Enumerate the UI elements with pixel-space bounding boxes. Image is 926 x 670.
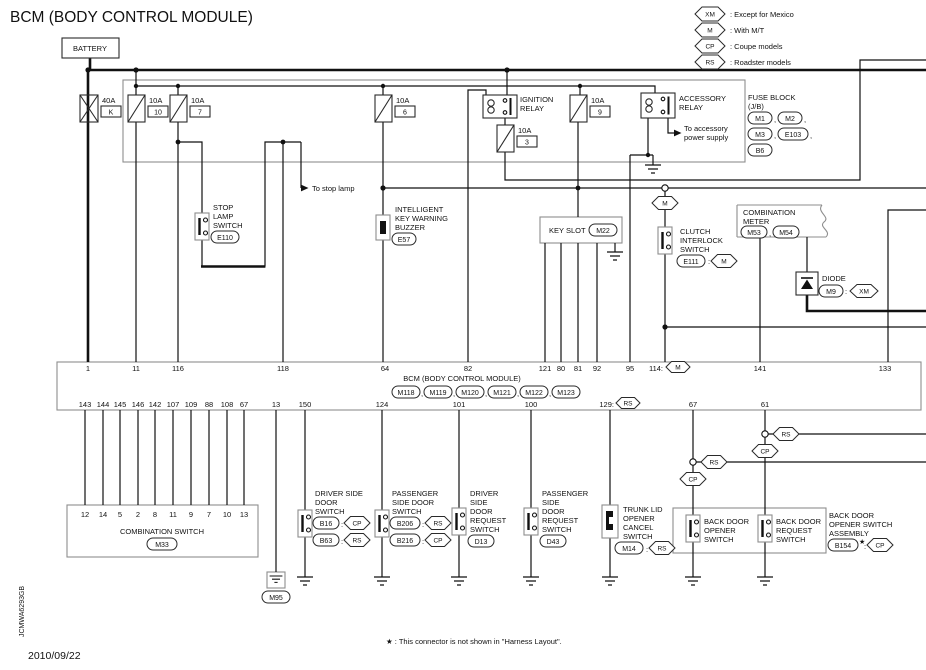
pin-number: 67 — [688, 400, 698, 409]
connector-id: M22 — [596, 228, 610, 235]
switch-icon — [452, 508, 466, 535]
label: LAMP — [213, 212, 234, 221]
legend-tag: RS — [705, 59, 715, 67]
tag: RS — [352, 537, 362, 545]
fuse-amp: 10A — [191, 96, 205, 105]
tag: RS — [623, 400, 633, 408]
tag: M — [662, 200, 668, 208]
relay-icon — [641, 93, 675, 118]
legend-desc: : With M/T — [730, 26, 765, 35]
switch-icon — [686, 515, 700, 542]
label: DRIVER SIDE — [315, 489, 363, 498]
legend-tag: M — [707, 27, 713, 35]
pin-number: 95 — [625, 364, 635, 373]
pin-number: 133 — [878, 364, 892, 373]
pin-number: 146 — [131, 400, 145, 409]
fuse-amp: 10A — [396, 96, 410, 105]
connector-id: B154 — [834, 543, 852, 550]
label: PASSENGER — [542, 489, 589, 498]
legend-desc: : Except for Mexico — [730, 10, 794, 19]
ground-icon — [607, 252, 623, 260]
connector-id: D13 — [474, 539, 488, 546]
back-door-opener-switch-assembly — [680, 428, 893, 552]
label: TRUNK LID — [623, 505, 663, 514]
junction-dots — [85, 67, 667, 329]
fuse-10a-7 — [170, 95, 210, 122]
connector-id: M54 — [779, 230, 793, 237]
pin-number: 64 — [380, 364, 390, 373]
label: DRIVER — [470, 489, 499, 498]
pin-number: 61 — [760, 400, 770, 409]
comma: , — [549, 389, 552, 398]
pin-number: 7 — [206, 510, 212, 519]
colon: : — [422, 537, 425, 546]
fuse-amp: 10A — [518, 126, 532, 135]
label: DOOR — [315, 498, 338, 507]
connector-id: B16 — [319, 521, 333, 528]
switch-icon — [524, 508, 538, 535]
comma: , — [804, 115, 807, 124]
fuse-block-info — [748, 93, 812, 156]
ground-icon — [297, 577, 313, 585]
diode — [796, 272, 878, 298]
footnote: ★ : This connector is not shown in "Harness Layout". — [386, 637, 562, 646]
pin-number: 108 — [220, 400, 234, 409]
pin-number: 9 — [188, 510, 194, 519]
pin-number: 80 — [556, 364, 566, 373]
comma: , — [485, 389, 488, 398]
pin-number: 10 — [222, 510, 232, 519]
pin-number: 124 — [375, 400, 389, 409]
tag: CP — [433, 537, 443, 545]
label: CLUTCH — [680, 227, 711, 236]
tag: M — [675, 364, 681, 372]
pin-number: 82 — [463, 364, 473, 373]
ground-icon — [685, 577, 701, 585]
label: DOOR — [542, 507, 565, 516]
comma: , — [453, 389, 456, 398]
connector-id: E110 — [217, 235, 233, 242]
colon: : — [708, 257, 711, 266]
fuse-id: 10 — [154, 109, 162, 117]
rs-branch-node-67 — [690, 459, 696, 465]
pin-number: 121 — [538, 364, 552, 373]
comma: , — [774, 115, 777, 124]
pin-number: 11 — [169, 510, 177, 519]
comma: , — [810, 131, 813, 140]
relay-label: IGNITION — [520, 95, 554, 104]
label: REQUEST — [470, 516, 507, 525]
label: CANCEL — [623, 523, 654, 532]
ground-icon — [757, 577, 773, 585]
label: SWITCH — [776, 535, 806, 544]
connector-id: M121 — [493, 390, 511, 397]
label: INTERLOCK — [680, 236, 723, 245]
tag: RS — [781, 431, 791, 439]
legend-desc: : Coupe models — [730, 42, 783, 51]
key-slot — [549, 224, 617, 236]
tag: RS — [433, 520, 443, 528]
mt-branch-node — [662, 185, 668, 191]
pin-number: 101 — [452, 400, 466, 409]
label: BACK DOOR — [776, 517, 822, 526]
label: BUZZER — [395, 223, 425, 232]
pin-number: 129: — [599, 400, 614, 409]
connector-id: M9 — [826, 289, 836, 296]
ground-icon — [451, 577, 467, 585]
connector-id: M1 — [755, 116, 765, 123]
fuse-id: 9 — [598, 109, 602, 117]
ignition-relay — [483, 95, 553, 118]
pin-number: 141 — [753, 364, 767, 373]
m95-ground — [262, 576, 290, 603]
fuse-amp: 10A — [591, 96, 605, 105]
tag: CP — [875, 542, 885, 550]
fuse-amp: 10A — [149, 96, 163, 105]
label: KEY SLOT — [549, 226, 586, 235]
arrowhead-to-accessory — [674, 130, 682, 137]
legend-desc: : Roadster models — [730, 58, 791, 67]
label: SIDE DOOR — [392, 498, 435, 507]
connector-id: M119 — [429, 390, 447, 397]
ground-icon — [374, 577, 390, 585]
label: SWITCH — [315, 507, 345, 516]
driver-side-door-request-switch — [452, 489, 507, 547]
label: SWITCH — [680, 245, 710, 254]
connector-id: M2 — [785, 116, 795, 123]
fuse-block-title: FUSE BLOCK — [748, 93, 796, 102]
connector-id: M123 — [557, 390, 575, 397]
label: SWITCH — [704, 535, 734, 544]
pin-number: 1 — [85, 364, 91, 373]
pin-number: 116 — [172, 364, 184, 373]
pin-number: 114: — [648, 364, 663, 373]
label: SWITCH — [392, 507, 422, 516]
passenger-side-door-request-switch — [524, 489, 589, 547]
pin-number: 67 — [239, 400, 249, 409]
pin-number: 5 — [117, 510, 123, 519]
pin-number: 118 — [277, 364, 289, 373]
label: INTELLIGENT — [395, 205, 444, 214]
label: BACK DOOR — [704, 517, 750, 526]
date: 2010/09/22 — [28, 650, 81, 662]
comma: , — [769, 229, 772, 238]
legend-tag: XM — [705, 11, 715, 19]
pin-number: 142 — [148, 400, 162, 409]
label: BACK DOOR — [829, 511, 875, 520]
label: SWITCH — [623, 532, 653, 541]
pin-number: 107 — [166, 400, 180, 409]
pin-number: 143 — [78, 400, 92, 409]
colon: : — [341, 520, 344, 529]
tag: RS — [657, 545, 667, 553]
label: OPENER — [704, 526, 736, 535]
passenger-side-door-switch — [375, 489, 451, 547]
ground-icon — [523, 577, 539, 585]
label: REQUEST — [542, 516, 579, 525]
colon: : — [422, 520, 425, 529]
comma: , — [774, 131, 777, 140]
comma: , — [517, 389, 520, 398]
battery — [62, 38, 119, 58]
label: REQUEST — [776, 526, 813, 535]
tag: XM — [859, 288, 869, 296]
fuse-40a-k — [80, 95, 121, 122]
switch-icon — [602, 505, 618, 538]
to-accessory-note: To accessory — [684, 124, 728, 133]
tag: RS — [709, 459, 719, 467]
colon: : — [845, 287, 848, 296]
pin-number: 145 — [113, 400, 127, 409]
pin-number: 11 — [132, 364, 140, 373]
legend-tag: CP — [705, 43, 715, 51]
label: SWITCH — [542, 525, 572, 534]
connector-id: M95 — [269, 595, 283, 602]
page-title: BCM (BODY CONTROL MODULE) — [10, 9, 253, 26]
combination-meter — [741, 208, 799, 238]
pin-number: 2 — [135, 510, 141, 519]
intelligent-key-warning-buzzer — [376, 205, 448, 245]
pin-number: 13 — [239, 510, 249, 519]
pin-number: 150 — [298, 400, 312, 409]
tag: CP — [688, 476, 698, 484]
bcm-label: BCM (BODY CONTROL MODULE) — [403, 374, 521, 383]
colon: : — [646, 545, 649, 554]
connector-id: B216 — [396, 538, 414, 545]
pin-number: 14 — [98, 510, 108, 519]
fuse-id: 7 — [198, 109, 202, 117]
relay-label: ACCESSORY — [679, 94, 726, 103]
connector-id: M53 — [747, 230, 761, 237]
fuse-block-box — [123, 80, 745, 162]
switch-icon — [195, 213, 209, 240]
fuse-id: 3 — [525, 139, 529, 147]
fuse-id: 6 — [403, 109, 407, 117]
colon: : — [864, 542, 867, 551]
combination-switch — [81, 510, 248, 550]
connector-id: M118 — [397, 390, 415, 397]
connector-id: M122 — [525, 390, 543, 397]
pin-number: 13 — [271, 400, 281, 409]
trunk-lid-opener-cancel-switch — [602, 505, 675, 555]
label: DIODE — [822, 274, 846, 283]
driver-side-door-switch — [298, 489, 370, 547]
switch-icon — [758, 515, 772, 542]
legend — [695, 7, 794, 69]
label: COMBINATION SWITCH — [119, 527, 205, 536]
connector-id: B206 — [396, 521, 414, 528]
label: ASSEMBLY — [829, 529, 869, 538]
fuse-10a-3 — [497, 125, 537, 152]
tag: CP — [352, 520, 362, 528]
connector-id: B6 — [755, 148, 765, 155]
label: COMBINATION — [743, 208, 796, 217]
tag: M — [721, 258, 727, 266]
ground-icon — [270, 576, 283, 582]
label: SIDE — [542, 498, 560, 507]
label: OPENER SWITCH — [829, 520, 893, 529]
arrowhead-to-stop-lamp — [301, 185, 309, 192]
battery-label: BATTERY — [73, 44, 107, 53]
m95-ground-box — [267, 572, 285, 588]
to-stop-lamp-note: To stop lamp — [312, 184, 355, 193]
pin-number: 109 — [184, 400, 198, 409]
pin-number: 88 — [204, 400, 214, 409]
connector-id: M33 — [155, 542, 169, 549]
pin-number: 100 — [524, 400, 538, 409]
label: OPENER — [623, 514, 655, 523]
doc-code: JCMWA6293GB — [19, 585, 26, 637]
fuse-id: K — [108, 109, 114, 117]
relay-label: RELAY — [679, 103, 704, 112]
switch-icon — [658, 227, 672, 254]
ground-icon — [645, 165, 661, 173]
fuse-10a-10 — [128, 95, 168, 122]
fuse-10a-6 — [375, 95, 415, 122]
accessory-relay — [641, 93, 728, 142]
connector-id: E57 — [397, 237, 411, 244]
connector-id: M14 — [622, 546, 636, 553]
connector-id: D43 — [546, 539, 560, 546]
fuse-amp: 40A — [102, 96, 116, 105]
switch-icon — [375, 510, 389, 537]
ground-icon — [602, 577, 618, 585]
fuse-10a-9 — [570, 95, 610, 122]
relay-icon — [483, 95, 517, 118]
star-note: ★ — [859, 539, 866, 546]
comma: , — [421, 389, 424, 398]
bcm — [79, 362, 892, 410]
label: METER — [743, 217, 770, 226]
label: SWITCH — [470, 525, 500, 534]
connector-id: E111 — [683, 259, 699, 266]
label: KEY WARNING — [395, 214, 448, 223]
colon: : — [341, 537, 344, 546]
switch-icon — [298, 510, 312, 537]
pin-number: 144 — [96, 400, 110, 409]
label: DOOR — [470, 507, 493, 516]
label: SWITCH — [213, 221, 243, 230]
connector-id: M3 — [755, 132, 765, 139]
pin-number: 12 — [80, 510, 90, 519]
label: SIDE — [470, 498, 488, 507]
pin-number: 8 — [152, 510, 158, 519]
pin-number: 92 — [592, 364, 602, 373]
relay-label: RELAY — [520, 104, 545, 113]
tag: CP — [760, 448, 770, 456]
connector-id: M120 — [461, 390, 479, 397]
pin-number: 81 — [573, 364, 583, 373]
connector-id: E103 — [784, 132, 802, 139]
label: STOP — [213, 203, 234, 212]
connector-id: B63 — [319, 538, 333, 545]
rs-branch-node-61 — [762, 431, 768, 437]
label: PASSENGER — [392, 489, 439, 498]
fuse-block-title: (J/B) — [748, 102, 764, 111]
to-accessory-note: power supply — [684, 133, 729, 142]
